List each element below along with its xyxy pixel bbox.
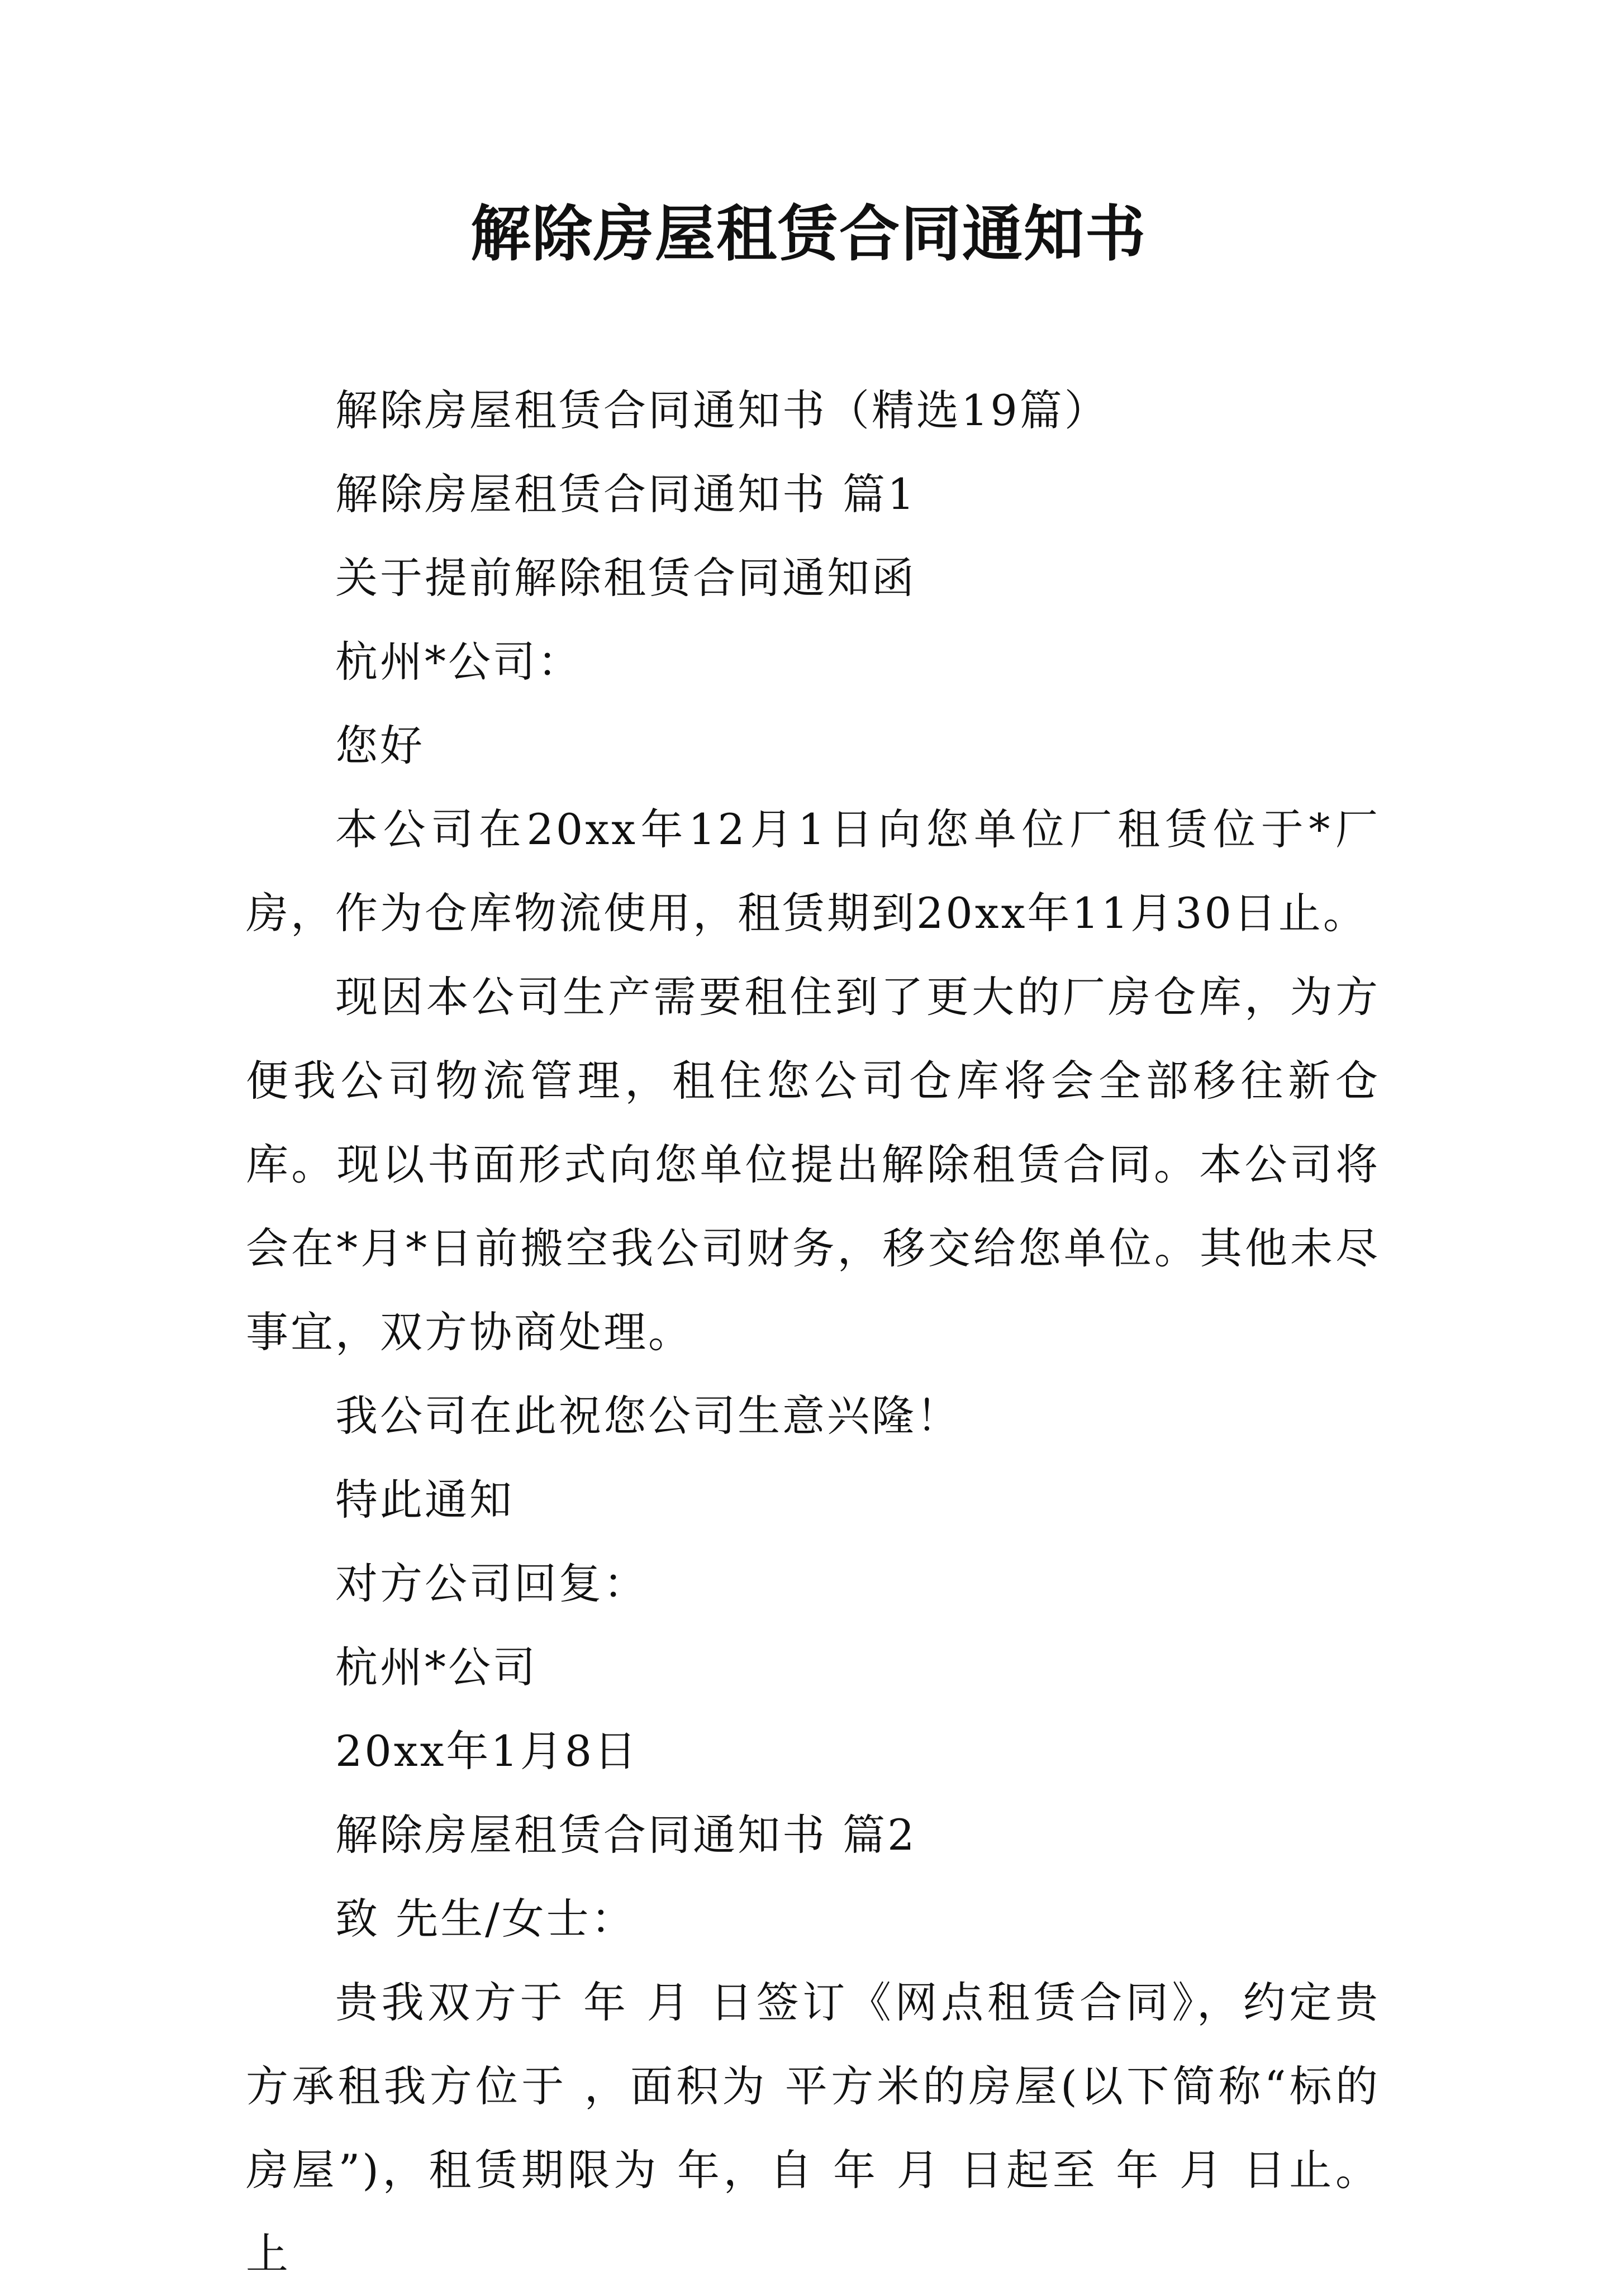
paragraph: 贵我双方于 年 月 日签订《网点租赁合同》，约定贵方承租我方位于 ，面积为 平方米的房屋(以下简称“标的房屋”)，租赁期限为 年，自 年 月 日起至 年 月 日止。上 [246, 1978, 1380, 2279]
paragraph: 致 先生/女士： [335, 1894, 636, 1943]
paragraph: 20xx年1月8日 [335, 1726, 639, 1776]
paragraph: 解除房屋租赁合同通知书 篇1 [335, 469, 917, 519]
paragraph: 对方公司回复： [335, 1559, 648, 1608]
paragraph: 本公司在20xx年12月1日向您单位厂租赁位于*厂房，作为仓库物流使用，租赁期到20xx年11月30日止。 [246, 804, 1380, 938]
paragraph: 解除房屋租赁合同通知书（精选19篇） [335, 385, 1109, 435]
paragraph: 您好 [335, 721, 425, 770]
paragraph: 关于提前解除租赁合同通知函 [335, 553, 916, 603]
document-title: 解除房屋租赁合同通知书 [470, 199, 1147, 269]
paragraph: 解除房屋租赁合同通知书 篇2 [335, 1810, 917, 1860]
paragraph: 杭州*公司： [335, 637, 582, 687]
paragraph: 我公司在此祝您公司生意兴隆！ [335, 1391, 961, 1441]
paragraph: 特此通知 [335, 1475, 514, 1525]
paragraph: 杭州*公司 [335, 1642, 538, 1692]
paragraph: 现因本公司生产需要租住到了更大的厂房仓库，为方便我公司物流管理，租住您公司仓库将会全部移往新仓库。现以书面形式向您单位提出解除租赁合同。本公司将会在*月*日前搬空我公司财务，移交给您单位。其他未尽事宜，双方协商处理。 [246, 972, 1380, 1357]
document-body [246, 369, 1380, 2296]
